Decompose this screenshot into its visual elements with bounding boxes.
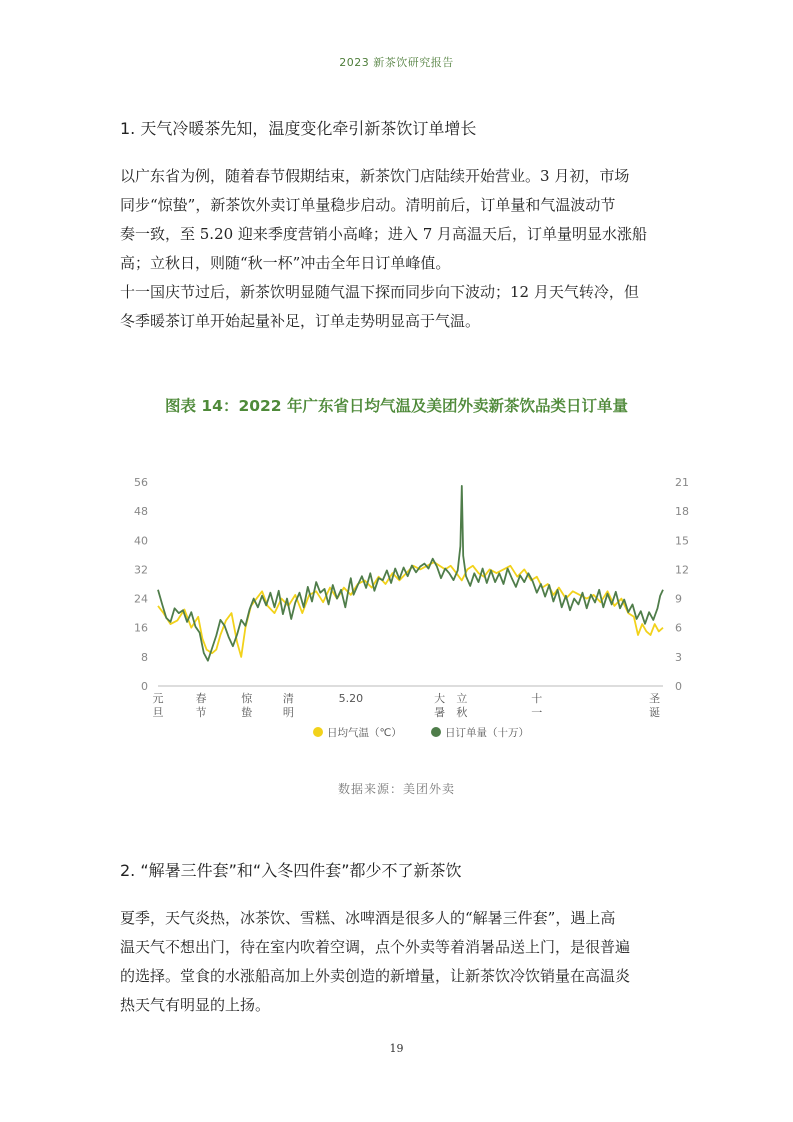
- text-line: 以广东省为例，随着春节假期结束，新茶饮门店陆续开始营业。3 月初，市场: [120, 167, 630, 185]
- page-number: 19: [389, 1042, 404, 1055]
- y-left-tick-label: 48: [134, 505, 148, 519]
- temperature-orders-chart: [118, 468, 698, 758]
- y-right-tick-label: 12: [675, 563, 689, 577]
- figure-caption: 图表 14：2022 年广东省日均气温及美团外卖新茶饮品类日订单量: [164, 397, 628, 415]
- y-right-tick-label: 18: [675, 505, 689, 519]
- legend-label: 日均气温（℃）: [327, 727, 402, 739]
- text-line: 十一国庆节过后，新茶饮明显随气温下探而同步向下波动；12 月天气转冷，但: [120, 283, 639, 301]
- y-left-tick-label: 16: [134, 621, 148, 635]
- x-tick-label: 5.20: [338, 692, 364, 705]
- x-tick-label-char: 圣: [649, 692, 661, 705]
- x-tick-label-char: 明: [282, 706, 294, 719]
- x-tick-label-char: 大: [434, 692, 446, 705]
- section1-paragraph-1: [120, 162, 680, 278]
- legend-label: 日订单量（十万）: [445, 727, 529, 739]
- y-left-tick-label: 8: [141, 650, 148, 664]
- y-right-tick-label: 0: [675, 680, 682, 693]
- x-tick-label-char: 春: [195, 692, 207, 705]
- x-tick-label-char: 清: [282, 692, 294, 705]
- x-tick-label-char: 暑: [434, 706, 446, 719]
- section-heading-1: 1. 天气冷暖茶先知，温度变化牵引新茶饮订单增长: [120, 119, 477, 138]
- section-heading-2: 2. “解暑三件套”和“入冬四件套”都少不了新茶饮: [120, 861, 462, 880]
- y-left-tick-label: 40: [134, 534, 148, 548]
- y-left-tick-label: 56: [134, 476, 148, 489]
- x-tick-label-char: 立: [456, 692, 468, 705]
- text-line: 冬季暖茶订单开始起量补足，订单走势明显高于气温。: [120, 312, 481, 330]
- x-tick-label-char: 元: [152, 692, 164, 705]
- report-header: 2023 新茶饮研究报告: [339, 56, 454, 69]
- x-tick-label-char: 蛰: [241, 706, 253, 719]
- y-left-tick-label: 24: [134, 592, 148, 606]
- x-tick-label-char: 诞: [649, 706, 661, 719]
- y-right-tick-label: 9: [675, 592, 682, 606]
- x-tick-label-char: 秋: [456, 706, 468, 719]
- y-right-tick-label: 21: [675, 476, 689, 489]
- y-left-tick-label: 0: [141, 680, 148, 693]
- text-line: 温天气不想出门，待在室内吹着空调，点个外卖等着消暑品送上门，是很普遍: [120, 938, 631, 956]
- y-right-tick-label: 6: [675, 621, 682, 635]
- x-tick-label-char: 节: [195, 706, 207, 719]
- text-line: 同步“惊蛰”，新茶饮外卖订单量稳步启动。清明前后，订单量和气温波动节: [120, 196, 616, 214]
- text-line: 夏季，天气炎热，冰茶饮、雪糕、冰啤酒是很多人的“解暑三件套”，遇上高: [120, 909, 616, 927]
- section2-paragraph: [120, 904, 680, 1020]
- x-tick-label-char: 十: [531, 692, 543, 705]
- legend-marker: [313, 727, 323, 737]
- text-line: 的选择。堂食的水涨船高加上外卖创造的新增量，让新茶饮冷饮销量在高温炎: [120, 967, 631, 985]
- y-right-tick-label: 15: [675, 534, 689, 548]
- text-line: 热天气有明显的上扬。: [120, 996, 271, 1014]
- x-tick-label-char: 惊: [241, 692, 253, 705]
- figure-source: 数据来源：美团外卖: [337, 782, 455, 796]
- y-left-tick-label: 32: [134, 563, 148, 577]
- series-line: [158, 486, 663, 661]
- y-right-tick-label: 3: [675, 650, 682, 664]
- x-tick-label-char: 旦: [152, 706, 164, 719]
- section1-paragraph-2: [120, 278, 680, 336]
- legend-marker: [431, 727, 441, 737]
- text-line: 奏一致，至 5.20 迎来季度营销小高峰；进入 7 月高温天后，订单量明显水涨船: [120, 225, 648, 243]
- text-line: 高；立秋日，则随“秋一杯”冲击全年日订单峰值。: [120, 254, 451, 272]
- x-tick-label-char: 一: [531, 706, 543, 719]
